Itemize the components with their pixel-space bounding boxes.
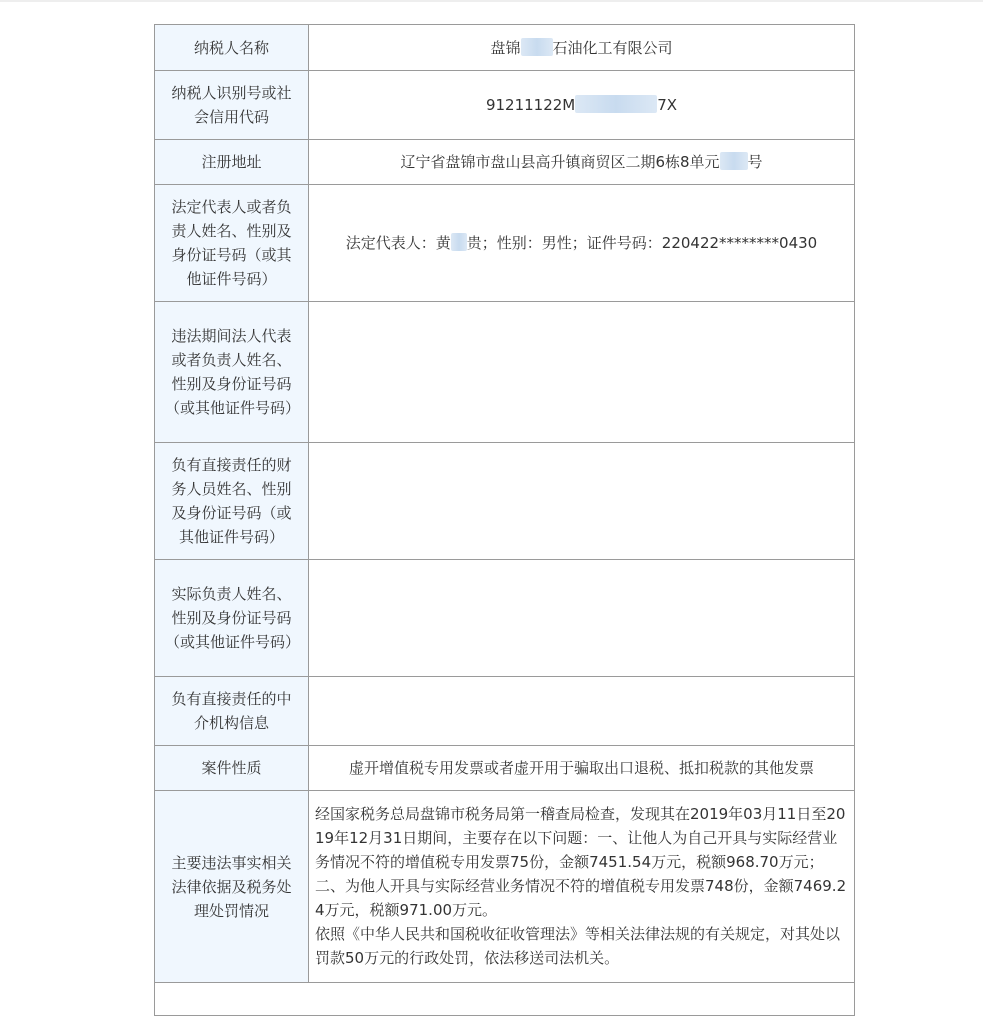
redaction-mask bbox=[451, 233, 467, 251]
taxpayer-name-prefix: 盘锦 bbox=[490, 38, 521, 57]
finance-person-value bbox=[309, 443, 855, 560]
table-row bbox=[155, 71, 855, 140]
table-row bbox=[155, 983, 855, 1016]
main-facts-paragraph-2: 依照《中华人民共和国税收征收管理法》等相关法律法规的有关规定，对其处以罚款50万元的行政处罚，依法移送司法机关。 bbox=[315, 925, 841, 967]
main-facts-paragraph-1: 经国家税务总局盘锦市税务局第一稽查局检查，发现其在2019年03月11日至2019年12月31日期间，主要存在以下问题：一、让他人为自己开具与实际经营业务情况不符的增值税专用发票75份，金额7451.54万元，税额968.70万元；二、为他人开具与实际经营业务情况不符的增值税专用发票748份，金额7469.24万元，税额971.00万元。 bbox=[315, 805, 847, 919]
redaction-mask bbox=[575, 95, 657, 113]
tax-case-table bbox=[154, 24, 855, 1016]
tax-id-suffix: 7X bbox=[657, 96, 678, 114]
table-row bbox=[155, 302, 855, 443]
table-row bbox=[155, 140, 855, 185]
tax-id-value bbox=[309, 71, 855, 140]
taxpayer-name-value bbox=[309, 25, 855, 71]
address-prefix: 辽宁省盘锦市盘山县高升镇商贸区二期6栋8单元 bbox=[400, 153, 720, 171]
intermediary-value bbox=[309, 677, 855, 746]
legal-rep-label: 法定代表人或者负责人姓名、性别及身份证号码（或其他证件号码） bbox=[155, 185, 309, 302]
case-nature-label: 案件性质 bbox=[155, 746, 309, 791]
taxpayer-name-label: 纳税人名称 bbox=[155, 25, 309, 71]
table-row bbox=[155, 560, 855, 677]
legal-rep-prefix: 法定代表人：黄 bbox=[345, 234, 451, 252]
main-facts-value bbox=[309, 791, 855, 983]
finance-person-label: 负有直接责任的财务人员姓名、性别及身份证号码（或其他证件号码） bbox=[155, 443, 309, 560]
page-top-divider bbox=[0, 0, 983, 2]
table-row bbox=[155, 443, 855, 560]
table-row bbox=[155, 25, 855, 71]
case-nature-value: 虚开增值税专用发票或者虚开用于骗取出口退税、抵扣税款的其他发票 bbox=[309, 746, 855, 791]
table-row bbox=[155, 185, 855, 302]
taxpayer-name-suffix: 石油化工有限公司 bbox=[552, 38, 673, 57]
address-label: 注册地址 bbox=[155, 140, 309, 185]
address-value bbox=[309, 140, 855, 185]
table-row bbox=[155, 677, 855, 746]
illegal-period-rep-label: 违法期间法人代表或者负责人姓名、性别及身份证号码（或其他证件号码） bbox=[155, 302, 309, 443]
legal-rep-value bbox=[309, 185, 855, 302]
redaction-mask bbox=[720, 152, 748, 170]
address-suffix: 号 bbox=[747, 153, 763, 171]
main-facts-label: 主要违法事实相关法律依据及税务处理处罚情况 bbox=[155, 791, 309, 983]
intermediary-label: 负有直接责任的中介机构信息 bbox=[155, 677, 309, 746]
next-row-cell bbox=[155, 983, 855, 1016]
tax-id-prefix: 91211122M bbox=[485, 96, 576, 114]
table-row bbox=[155, 791, 855, 983]
legal-rep-suffix: 贵；性别：男性；证件号码：220422********0430 bbox=[466, 234, 818, 252]
illegal-period-rep-value bbox=[309, 302, 855, 443]
actual-person-value bbox=[309, 560, 855, 677]
redaction-mask bbox=[521, 38, 553, 56]
table-row bbox=[155, 746, 855, 791]
tax-id-label: 纳税人识别号或社会信用代码 bbox=[155, 71, 309, 140]
actual-person-label: 实际负责人姓名、性别及身份证号码（或其他证件号码） bbox=[155, 560, 309, 677]
